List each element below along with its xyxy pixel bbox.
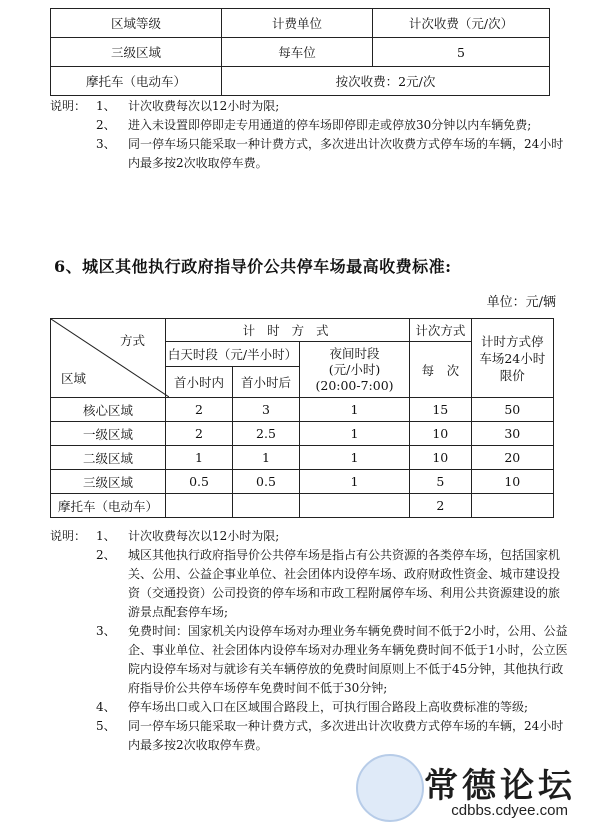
table-cell bbox=[166, 494, 233, 518]
table-cell: 0.5 bbox=[166, 470, 233, 494]
night-header-line: (元/小时) bbox=[328, 361, 381, 377]
table-row bbox=[51, 494, 554, 518]
note-item bbox=[50, 135, 570, 173]
corner-cell bbox=[51, 319, 166, 398]
table-cell: 二级区域 bbox=[51, 446, 166, 470]
section-title: 6、城区其他执行政府指导价公共停车场最高收费标准: bbox=[54, 257, 452, 276]
table-cell: 按次收费：2元/次 bbox=[222, 67, 550, 96]
unit-label: 单位：元/辆 bbox=[486, 295, 556, 310]
note-number: 1、 bbox=[96, 529, 116, 543]
note-number: 1、 bbox=[96, 99, 116, 113]
table-cell: 1 bbox=[299, 446, 409, 470]
table-cell: 1 bbox=[166, 446, 233, 470]
table-cell: 10 bbox=[410, 422, 471, 446]
note-number: 5、 bbox=[96, 719, 116, 733]
night-header-line: 夜间时段 bbox=[329, 345, 380, 361]
header-cell: 计时方式停车场24小时限价 bbox=[471, 319, 553, 398]
note-text: 同一停车场只能采取一种计费方式，多次进出计次收费方式停车场的车辆，24小时内最多按2次收取停车费。 bbox=[128, 719, 564, 752]
header-cell: 计次收费（元/次） bbox=[373, 9, 550, 38]
note-text: 城区其他执行政府指导价公共停车场是指占有公共资源的各类停车场，包括国家机关、公用、公益企事业单位、社会团体内设停车场、政府财政性资金、城市建设投资（交通投资）公司投资的停车场和市政工程附属停车场、利用公共资源建设的旅游景点配套停车场; bbox=[128, 548, 561, 619]
notes-1 bbox=[50, 97, 570, 173]
watermark bbox=[356, 754, 586, 819]
table-row bbox=[51, 38, 550, 67]
table-cell: 1 bbox=[299, 422, 409, 446]
corner-top-label: 方式 bbox=[120, 333, 146, 348]
header-cell: 首小时内 bbox=[166, 367, 233, 398]
watermark-url: cdbbs.cdyee.com bbox=[451, 802, 568, 819]
note-text: 停车场出口或入口在区域围合路段上，可执行围合路段上高收费标准的等级; bbox=[128, 700, 529, 714]
table-row bbox=[51, 9, 550, 38]
note-item bbox=[50, 698, 570, 717]
note-text: 进入未设置即停即走专用通道的停车场即停即走或停放30分钟以内车辆免费; bbox=[128, 118, 532, 132]
fee-table-2 bbox=[50, 318, 554, 518]
table-cell: 核心区域 bbox=[51, 398, 166, 422]
table-cell bbox=[471, 494, 553, 518]
corner-bottom-label: 区域 bbox=[61, 371, 87, 386]
note-text: 计次收费每次以12小时为限; bbox=[128, 99, 280, 113]
note-number: 3、 bbox=[96, 137, 116, 151]
table-cell: 2 bbox=[166, 422, 233, 446]
watermark-text: 常德论坛 bbox=[424, 766, 576, 806]
note-text: 免费时间：国家机关内设停车场对办理业务车辆免费时间不低于2小时，公用、公益企、事业单位、社会团体内设停车场对办理业务车辆免费时间不低于1小时，公立医院内设停车场对与就诊有关车辆停放的免费时间原则上不低于45分钟，其他执行政府指导价公共停车场停车免费时间不低于30分钟; bbox=[128, 624, 568, 695]
table-row bbox=[51, 319, 554, 342]
header-cell: 首小时后 bbox=[233, 367, 300, 398]
night-header-line: (20:00-7:00) bbox=[315, 377, 394, 393]
table-cell: 3 bbox=[233, 398, 300, 422]
table-cell: 30 bbox=[471, 422, 553, 446]
note-number: 3、 bbox=[96, 624, 116, 638]
table-cell: 1 bbox=[299, 470, 409, 494]
table-cell: 1 bbox=[299, 398, 409, 422]
note-item bbox=[50, 622, 570, 698]
table-cell: 0.5 bbox=[233, 470, 300, 494]
header-cell bbox=[299, 342, 409, 398]
forum-logo-icon bbox=[356, 754, 424, 822]
table-cell: 摩托车（电动车） bbox=[51, 494, 166, 518]
note-number: 4、 bbox=[96, 700, 116, 714]
diagonal-header bbox=[51, 319, 165, 397]
table-cell: 一级区域 bbox=[51, 422, 166, 446]
table-cell: 10 bbox=[471, 470, 553, 494]
table-cell: 20 bbox=[471, 446, 553, 470]
table-cell: 5 bbox=[373, 38, 550, 67]
table-cell bbox=[299, 494, 409, 518]
note-text: 计次收费每次以12小时为限; bbox=[128, 529, 280, 543]
header-cell: 每 次 bbox=[410, 342, 471, 398]
header-cell: 白天时段（元/半小时） bbox=[166, 342, 300, 367]
table-cell: 50 bbox=[471, 398, 553, 422]
header-cell: 计次方式 bbox=[410, 319, 471, 342]
table-cell bbox=[233, 494, 300, 518]
table-cell: 2.5 bbox=[233, 422, 300, 446]
note-item bbox=[50, 546, 570, 622]
table-cell: 1 bbox=[233, 446, 300, 470]
notes-lead: 说明： bbox=[50, 99, 87, 113]
table-row bbox=[51, 422, 554, 446]
fee-table-1 bbox=[50, 8, 550, 96]
note-number: 2、 bbox=[96, 548, 116, 562]
notes-2 bbox=[50, 527, 570, 755]
table-row bbox=[51, 398, 554, 422]
note-text: 同一停车场只能采取一种计费方式，多次进出计次收费方式停车场的车辆，24小时内最多按2次收取停车费。 bbox=[128, 137, 564, 170]
table-cell: 10 bbox=[410, 446, 471, 470]
note-item bbox=[50, 116, 570, 135]
table-row bbox=[51, 446, 554, 470]
header-cell: 区域等级 bbox=[51, 9, 222, 38]
table-cell: 5 bbox=[410, 470, 471, 494]
table-cell: 三级区域 bbox=[51, 470, 166, 494]
table-cell: 2 bbox=[410, 494, 471, 518]
table-cell: 2 bbox=[166, 398, 233, 422]
table-cell: 三级区域 bbox=[51, 38, 222, 67]
table-cell: 15 bbox=[410, 398, 471, 422]
table-cell: 摩托车（电动车） bbox=[51, 67, 222, 96]
note-item bbox=[50, 97, 570, 116]
note-item bbox=[50, 527, 570, 546]
note-number: 2、 bbox=[96, 118, 116, 132]
table-row bbox=[51, 67, 550, 96]
note-item bbox=[50, 717, 570, 755]
table-row bbox=[51, 470, 554, 494]
header-cell: 计费单位 bbox=[222, 9, 373, 38]
table-cell: 每车位 bbox=[222, 38, 373, 67]
notes-lead: 说明： bbox=[50, 529, 87, 543]
header-cell: 计 时 方 式 bbox=[166, 319, 410, 342]
